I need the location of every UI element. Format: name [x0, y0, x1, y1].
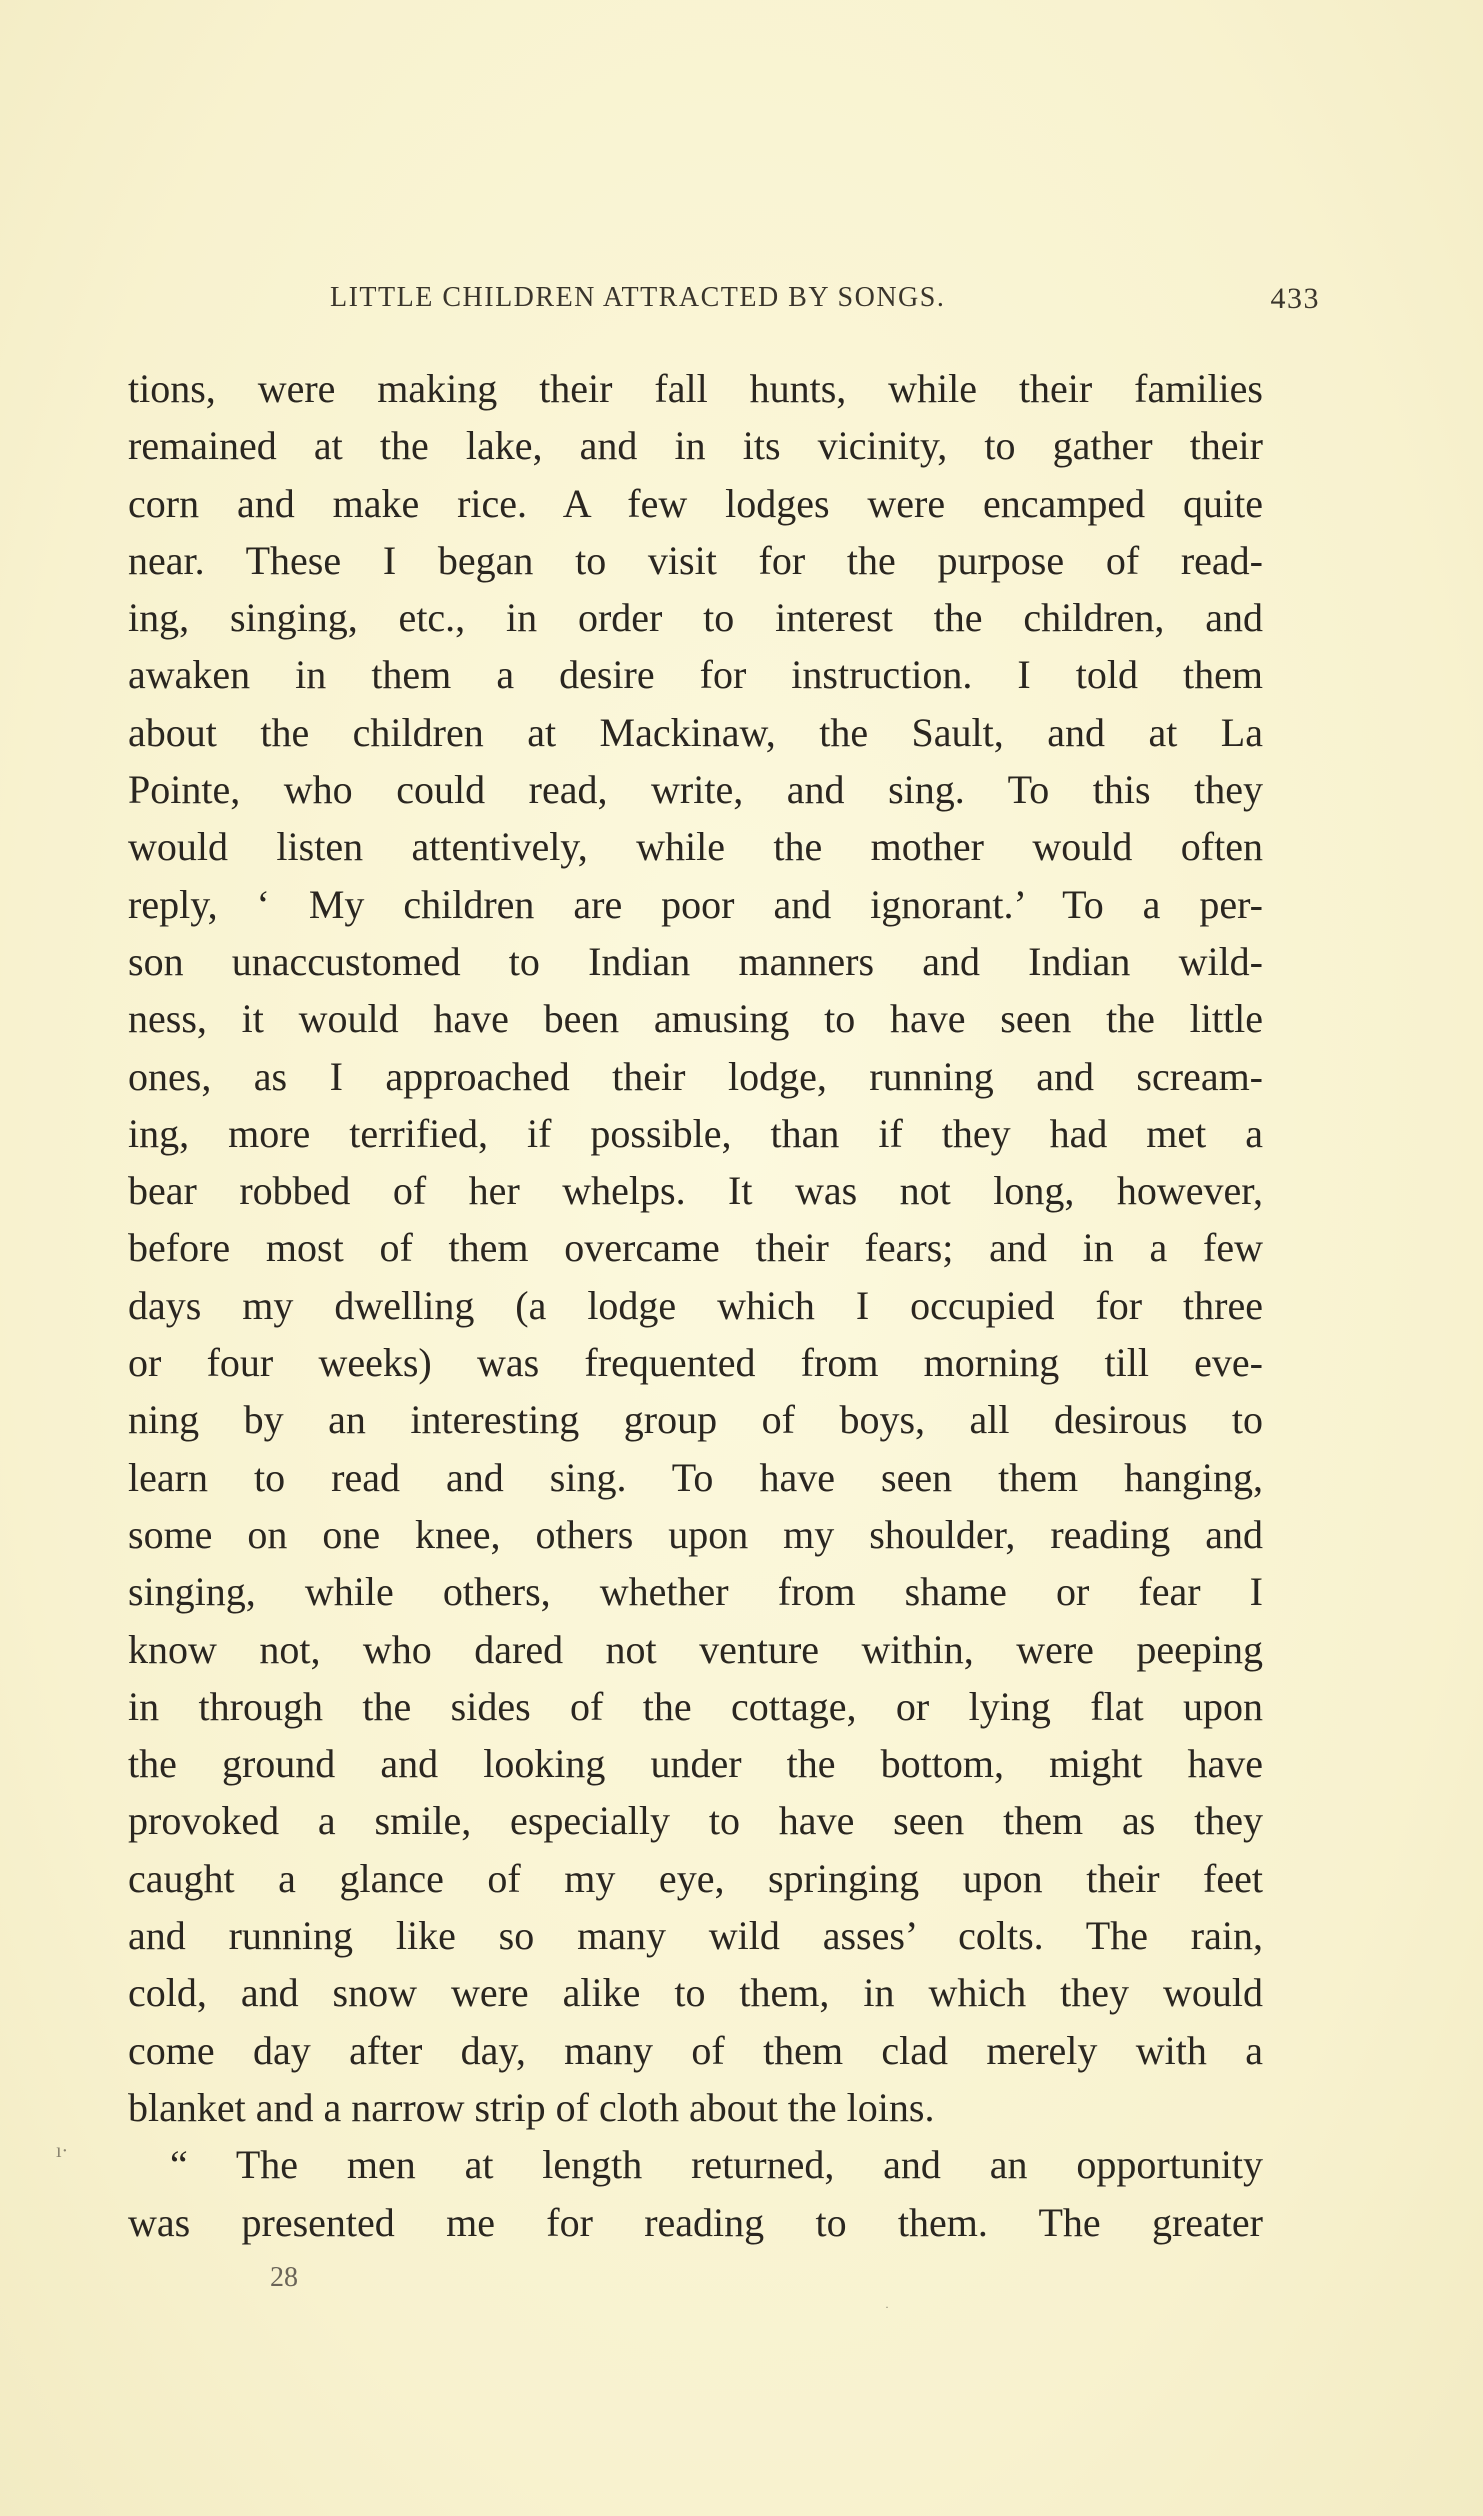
text-line: the ground and looking under the bottom, might have	[128, 1741, 1263, 1787]
text-line: blanket and a narrow strip of cloth about the loins.	[128, 2084, 935, 2130]
margin-mark: ı·	[56, 2140, 69, 2162]
text-line: caught a glance of my eye, springing upon their feet	[128, 1855, 1263, 1901]
text-line: awaken in them a desire for instruction. I told them	[128, 652, 1263, 698]
text-line: provoked a smile, especially to have seen them as they	[128, 1798, 1263, 1844]
text-line: bear robbed of her whelps. It was not long, however,	[128, 1168, 1263, 1214]
text-line: about the children at Mackinaw, the Sault, and at La	[128, 709, 1263, 755]
text-line: son unaccustomed to Indian manners and Indian wild-	[128, 938, 1263, 984]
running-head	[330, 282, 1320, 322]
text-line: days my dwelling (a lodge which I occupied for three	[128, 1282, 1263, 1328]
text-line: was presented me for reading to them. The greater	[128, 2199, 1263, 2245]
text-line: remained at the lake, and in its vicinity, to gather their	[128, 423, 1263, 469]
speck-mark: ·	[885, 2300, 889, 2314]
text-line: learn to read and sing. To have seen them hanging,	[128, 1454, 1263, 1500]
text-line: corn and make rice. A few lodges were encamped quite	[128, 480, 1263, 526]
text-line: ness, it would have been amusing to have seen the little	[128, 996, 1263, 1042]
text-line: in through the sides of the cottage, or lying flat upon	[128, 1683, 1263, 1729]
running-title: LITTLE CHILDREN ATTRACTED BY SONGS.	[330, 282, 946, 313]
text-line: before most of them overcame their fears; and in a few	[128, 1225, 1263, 1271]
text-line: ning by an interesting group of boys, all desirous to	[128, 1397, 1263, 1443]
text-line: near. These I began to visit for the purpose of read-	[128, 537, 1263, 583]
text-line: cold, and snow were alike to them, in which they would	[128, 1970, 1263, 2016]
text-line: ing, more terrified, if possible, than if they had met a	[128, 1110, 1263, 1156]
text-line: ones, as I approached their lodge, running and scream-	[128, 1053, 1263, 1099]
body-text	[128, 360, 1263, 2251]
text-line: come day after day, many of them clad merely with a	[128, 2027, 1263, 2073]
text-line: tions, were making their fall hunts, while their families	[128, 366, 1263, 411]
text-line: some on one knee, others upon my shoulder, reading and	[128, 1511, 1263, 1557]
text-line: singing, while others, whether from shame or fear I	[128, 1569, 1263, 1615]
text-line: reply, ‘ My children are poor and ignorant.’ To a per-	[128, 881, 1263, 927]
text-line: ing, singing, etc., in order to interest the children, and	[128, 595, 1263, 641]
signature-mark: 28	[270, 2262, 298, 2293]
text-line: know not, who dared not venture within, were peeping	[128, 1626, 1263, 1672]
page-number: 433	[1270, 282, 1320, 315]
text-line: would listen attentively, while the mother would often	[128, 824, 1263, 870]
text-line: Pointe, who could read, write, and sing. To this they	[128, 767, 1263, 813]
text-line: or four weeks) was frequented from morning till eve-	[128, 1340, 1263, 1386]
text-line: “ The men at length returned, and an opportunity	[170, 2142, 1263, 2188]
text-line: and running like so many wild asses’ colts. The rain,	[128, 1913, 1263, 1959]
